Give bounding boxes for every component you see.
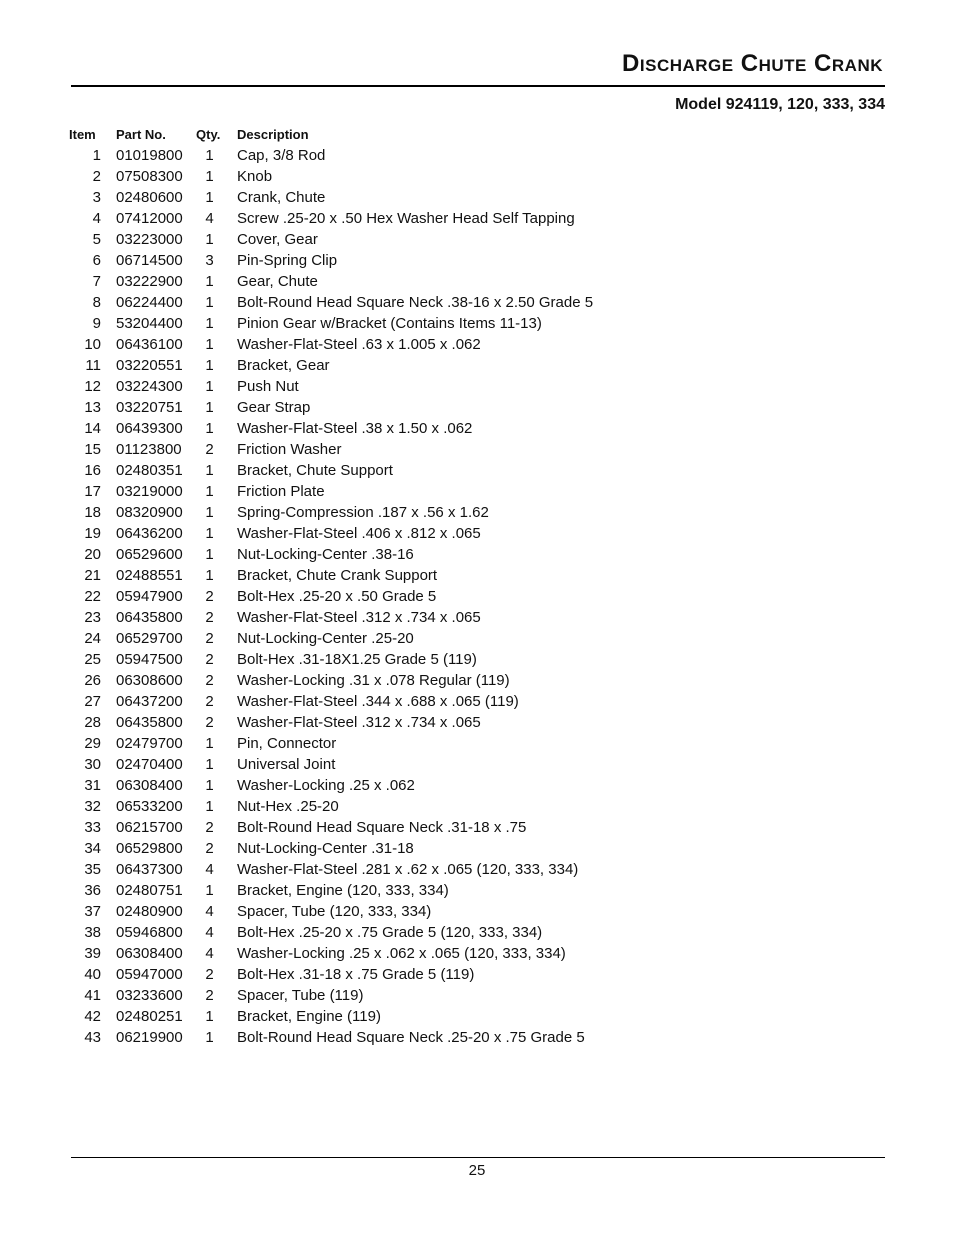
cell-qty: 1 — [205, 189, 214, 206]
cell-qty: 4 — [205, 945, 214, 962]
cell-description: Nut-Locking-Center .38-16 — [237, 546, 414, 563]
cell-qty: 4 — [205, 903, 214, 920]
cell-qty: 1 — [205, 420, 214, 437]
cell-description: Bolt-Round Head Square Neck .25-20 x .75 Grade 5 — [237, 1029, 585, 1046]
cell-part-no: 03224300 — [116, 378, 183, 395]
cell-qty: 1 — [205, 567, 214, 584]
cell-part-no: 03223000 — [116, 231, 183, 248]
cell-part-no: 07508300 — [116, 168, 183, 185]
cell-description: Bracket, Chute Crank Support — [237, 567, 438, 584]
cell-item: 43 — [84, 1029, 101, 1046]
table-row — [69, 313, 687, 334]
cell-part-no: 02488551 — [116, 567, 183, 584]
cell-description: Bolt-Hex .25-20 x .50 Grade 5 — [237, 588, 437, 605]
table-row — [69, 523, 687, 544]
cell-part-no: 03219000 — [116, 483, 183, 500]
cell-description: Cover, Gear — [237, 231, 318, 248]
cell-description: Bracket, Engine (119) — [237, 1008, 381, 1025]
cell-item: 25 — [84, 651, 101, 668]
cell-qty: 1 — [205, 378, 214, 395]
cell-part-no: 02480600 — [116, 189, 183, 206]
cell-qty: 1 — [205, 357, 214, 374]
cell-qty: 1 — [205, 315, 214, 332]
cell-item: 27 — [84, 693, 101, 710]
cell-part-no: 06224400 — [116, 294, 183, 311]
cell-item: 5 — [92, 231, 101, 248]
cell-qty: 2 — [205, 588, 214, 605]
cell-description: Washer-Locking .25 x .062 x .065 (120, 333, 334) — [237, 945, 566, 962]
cell-qty: 1 — [205, 525, 214, 542]
cell-part-no: 02480351 — [116, 462, 183, 479]
cell-item: 7 — [92, 273, 101, 290]
cell-item: 8 — [92, 294, 101, 311]
cell-part-no: 06529700 — [116, 630, 183, 647]
cell-description: Washer-Locking .31 x .078 Regular (119) — [237, 672, 510, 689]
cell-item: 34 — [84, 840, 101, 857]
cell-qty: 1 — [205, 336, 214, 353]
cell-qty: 2 — [205, 651, 214, 668]
cell-item: 1 — [92, 147, 101, 164]
cell-qty: 2 — [205, 819, 214, 836]
cell-part-no: 06215700 — [116, 819, 183, 836]
cell-description: Bracket, Engine (120, 333, 334) — [237, 882, 449, 899]
cell-part-no: 01019800 — [116, 147, 183, 164]
cell-description: Universal Joint — [237, 756, 336, 773]
column-header-part-no: Part No. — [116, 126, 166, 142]
table-row — [69, 544, 687, 565]
column-header-description: Description — [237, 126, 309, 142]
cell-description: Nut-Locking-Center .25-20 — [237, 630, 414, 647]
cell-part-no: 03222900 — [116, 273, 183, 290]
cell-part-no: 02480751 — [116, 882, 183, 899]
cell-part-no: 06436100 — [116, 336, 183, 353]
footer-divider — [71, 1157, 885, 1158]
cell-qty: 2 — [205, 672, 214, 689]
cell-item: 28 — [84, 714, 101, 731]
cell-part-no: 03220551 — [116, 357, 183, 374]
cell-part-no: 06439300 — [116, 420, 183, 437]
cell-description: Spacer, Tube (120, 333, 334) — [237, 903, 432, 920]
cell-part-no: 02480251 — [116, 1008, 183, 1025]
cell-item: 3 — [92, 189, 101, 206]
table-row — [69, 985, 687, 1006]
cell-qty: 1 — [205, 777, 214, 794]
cell-description: Nut-Hex .25-20 — [237, 798, 339, 815]
table-row — [69, 145, 687, 166]
table-row — [69, 691, 687, 712]
cell-part-no: 06529800 — [116, 840, 183, 857]
cell-description: Bolt-Round Head Square Neck .38-16 x 2.50 Grade 5 — [237, 294, 594, 311]
cell-description: Pin-Spring Clip — [237, 252, 338, 269]
cell-item: 19 — [84, 525, 101, 542]
cell-item: 30 — [84, 756, 101, 773]
table-row — [69, 565, 687, 586]
model-heading: Model 924119, 120, 333, 334 — [675, 96, 885, 113]
cell-part-no: 53204400 — [116, 315, 183, 332]
cell-item: 21 — [84, 567, 101, 584]
cell-part-no: 06219900 — [116, 1029, 183, 1046]
cell-description: Bolt-Round Head Square Neck .31-18 x .75 — [237, 819, 527, 836]
table-row — [69, 607, 687, 628]
cell-part-no: 06529600 — [116, 546, 183, 563]
table-header-row — [69, 123, 687, 145]
cell-description: Friction Plate — [237, 483, 325, 500]
cell-description: Bracket, Gear — [237, 357, 330, 374]
cell-part-no: 05946800 — [116, 924, 183, 941]
cell-description: Spring-Compression .187 x .56 x 1.62 — [237, 504, 489, 521]
cell-part-no: 05947000 — [116, 966, 183, 983]
table-row — [69, 628, 687, 649]
cell-item: 11 — [85, 357, 101, 374]
cell-item: 4 — [92, 210, 101, 227]
cell-item: 6 — [92, 252, 101, 269]
cell-item: 16 — [84, 462, 101, 479]
cell-description: Washer-Flat-Steel .406 x .812 x .065 — [237, 525, 481, 542]
cell-qty: 1 — [205, 147, 214, 164]
table-row — [69, 859, 687, 880]
table-row — [69, 670, 687, 691]
cell-description: Washer-Flat-Steel .281 x .62 x .065 (120, 333, 334) — [237, 861, 579, 878]
cell-item: 14 — [84, 420, 101, 437]
table-row — [69, 796, 687, 817]
table-row — [69, 439, 687, 460]
cell-description: Washer-Flat-Steel .312 x .734 x .065 — [237, 714, 481, 731]
cell-description: Washer-Locking .25 x .062 — [237, 777, 415, 794]
cell-item: 40 — [84, 966, 101, 983]
table-row — [69, 649, 687, 670]
cell-description: Bolt-Hex .25-20 x .75 Grade 5 (120, 333, 334) — [237, 924, 543, 941]
table-row — [69, 250, 687, 271]
cell-qty: 1 — [205, 756, 214, 773]
cell-part-no: 06437300 — [116, 861, 183, 878]
cell-item: 31 — [84, 777, 101, 794]
cell-qty: 1 — [205, 462, 214, 479]
cell-item: 9 — [92, 315, 101, 332]
cell-item: 15 — [84, 441, 101, 458]
cell-item: 39 — [84, 945, 101, 962]
cell-part-no: 06714500 — [116, 252, 183, 269]
cell-part-no: 06308600 — [116, 672, 183, 689]
cell-qty: 4 — [205, 210, 214, 227]
table-row — [69, 901, 687, 922]
cell-item: 18 — [84, 504, 101, 521]
table-row — [69, 1027, 687, 1048]
cell-item: 33 — [84, 819, 101, 836]
table-row — [69, 712, 687, 733]
cell-qty: 3 — [205, 252, 214, 269]
table-row — [69, 292, 687, 313]
table-row — [69, 1006, 687, 1027]
cell-part-no: 02479700 — [116, 735, 183, 752]
cell-item: 13 — [84, 399, 101, 416]
table-row — [69, 229, 687, 250]
cell-description: Spacer, Tube (119) — [237, 987, 364, 1004]
cell-qty: 1 — [205, 483, 214, 500]
cell-qty: 2 — [205, 714, 214, 731]
cell-description: Bolt-Hex .31-18 x .75 Grade 5 (119) — [237, 966, 475, 983]
cell-qty: 2 — [205, 630, 214, 647]
cell-description: Cap, 3/8 Rod — [237, 147, 326, 164]
table-row — [69, 334, 687, 355]
cell-item: 42 — [84, 1008, 101, 1025]
cell-qty: 2 — [205, 966, 214, 983]
cell-description: Bracket, Chute Support — [237, 462, 393, 479]
cell-qty: 2 — [205, 693, 214, 710]
cell-qty: 4 — [205, 924, 214, 941]
table-row — [69, 460, 687, 481]
cell-qty: 1 — [205, 546, 214, 563]
parts-table — [69, 123, 687, 1048]
column-header-qty: Qty. — [196, 126, 221, 142]
cell-qty: 1 — [205, 504, 214, 521]
table-row — [69, 880, 687, 901]
cell-item: 32 — [84, 798, 101, 815]
cell-description: Knob — [237, 168, 273, 185]
page-title: Discharge Chute Crank — [622, 50, 883, 77]
cell-part-no: 06437200 — [116, 693, 183, 710]
cell-description: Gear Strap — [237, 399, 311, 416]
table-row — [69, 838, 687, 859]
table-row — [69, 502, 687, 523]
cell-part-no: 03233600 — [116, 987, 183, 1004]
page-number: 25 — [468, 1162, 486, 1179]
cell-item: 12 — [84, 378, 101, 395]
cell-part-no: 07412000 — [116, 210, 183, 227]
table-row — [69, 775, 687, 796]
table-row — [69, 817, 687, 838]
cell-item: 24 — [84, 630, 101, 647]
cell-qty: 1 — [205, 735, 214, 752]
cell-qty: 1 — [205, 399, 214, 416]
cell-item: 35 — [84, 861, 101, 878]
cell-description: Gear, Chute — [237, 273, 318, 290]
cell-qty: 1 — [205, 882, 214, 899]
table-row — [69, 754, 687, 775]
table-row — [69, 418, 687, 439]
cell-qty: 2 — [205, 987, 214, 1004]
cell-part-no: 01123800 — [116, 441, 182, 458]
cell-item: 37 — [84, 903, 101, 920]
cell-qty: 4 — [205, 861, 214, 878]
table-row — [69, 355, 687, 376]
cell-part-no: 02480900 — [116, 903, 183, 920]
cell-item: 23 — [84, 609, 101, 626]
cell-description: Screw .25-20 x .50 Hex Washer Head Self Tapping — [237, 210, 575, 227]
cell-description: Nut-Locking-Center .31-18 — [237, 840, 414, 857]
cell-qty: 2 — [205, 609, 214, 626]
table-row — [69, 376, 687, 397]
table-row — [69, 586, 687, 607]
cell-qty: 2 — [205, 840, 214, 857]
cell-qty: 1 — [205, 231, 214, 248]
table-row — [69, 187, 687, 208]
table-row — [69, 271, 687, 292]
cell-qty: 1 — [205, 798, 214, 815]
cell-description: Washer-Flat-Steel .63 x 1.005 x .062 — [237, 336, 481, 353]
cell-item: 20 — [84, 546, 101, 563]
cell-part-no: 06308400 — [116, 777, 183, 794]
cell-item: 41 — [84, 987, 101, 1004]
cell-qty: 1 — [205, 168, 214, 185]
cell-qty: 1 — [205, 1008, 214, 1025]
cell-item: 2 — [92, 168, 101, 185]
cell-item: 29 — [84, 735, 101, 752]
cell-qty: 1 — [205, 1029, 214, 1046]
cell-part-no: 06435800 — [116, 714, 183, 731]
table-row — [69, 166, 687, 187]
table-row — [69, 922, 687, 943]
cell-description: Washer-Flat-Steel .312 x .734 x .065 — [237, 609, 481, 626]
cell-part-no: 05947500 — [116, 651, 183, 668]
cell-part-no: 06533200 — [116, 798, 183, 815]
column-header-item: Item — [69, 126, 96, 142]
table-row — [69, 964, 687, 985]
cell-part-no: 06435800 — [116, 609, 183, 626]
cell-description: Pinion Gear w/Bracket (Contains Items 11-13) — [237, 315, 542, 332]
cell-description: Crank, Chute — [237, 189, 326, 206]
table-row — [69, 481, 687, 502]
cell-item: 26 — [84, 672, 101, 689]
cell-description: Bolt-Hex .31-18X1.25 Grade 5 (119) — [237, 651, 477, 668]
table-row — [69, 208, 687, 229]
cell-part-no: 06436200 — [116, 525, 183, 542]
parts-table-body — [69, 145, 687, 1048]
table-row — [69, 397, 687, 418]
cell-part-no: 06308400 — [116, 945, 183, 962]
cell-qty: 1 — [205, 273, 214, 290]
cell-item: 10 — [84, 336, 101, 353]
cell-description: Push Nut — [237, 378, 299, 395]
cell-description: Washer-Flat-Steel .344 x .688 x .065 (119) — [237, 693, 519, 710]
cell-part-no: 05947900 — [116, 588, 183, 605]
cell-item: 17 — [84, 483, 101, 500]
cell-description: Washer-Flat-Steel .38 x 1.50 x .062 — [237, 420, 473, 437]
cell-qty: 2 — [205, 441, 214, 458]
cell-qty: 1 — [205, 294, 214, 311]
table-row — [69, 733, 687, 754]
cell-part-no: 02470400 — [116, 756, 183, 773]
header-divider — [71, 85, 885, 87]
cell-part-no: 08320900 — [116, 504, 183, 521]
cell-part-no: 03220751 — [116, 399, 183, 416]
cell-item: 36 — [84, 882, 101, 899]
table-row — [69, 943, 687, 964]
cell-description: Pin, Connector — [237, 735, 337, 752]
cell-item: 38 — [84, 924, 101, 941]
cell-description: Friction Washer — [237, 441, 342, 458]
cell-item: 22 — [84, 588, 101, 605]
